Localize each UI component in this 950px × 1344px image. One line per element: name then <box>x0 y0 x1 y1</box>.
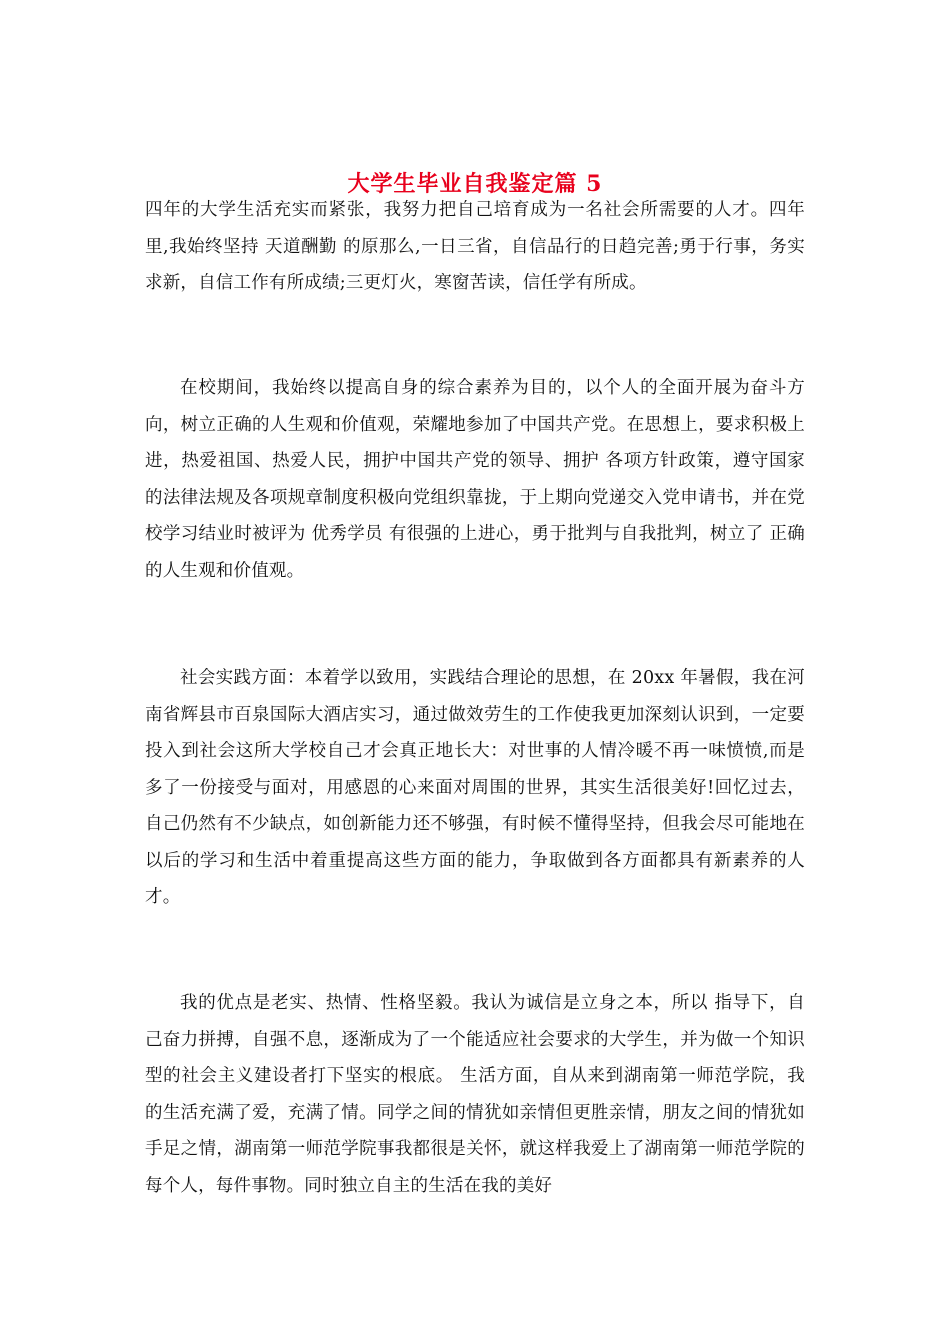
paragraph-school-period: 在校期间，我始终以提高自身的综合素养为目的，以个人的全面开展为奋斗方向，树立正确的人生观和价值观，荣耀地参加了中国共产党。在思想上，要求积极上进，热爱祖国、热爱人民，拥护中国共产党的领导、拥护 各项方针政策，遵守国家的法律法规及各项规章制度积极向党组织靠拢，于上期向党递交入党申请书，并在党校学习结业时被评为 优秀学员 有很强的上进心，勇于批判与自我批判，树立了 正确的人生观和价值观。 <box>145 378 805 581</box>
paragraph-strengths-life: 我的优点是老实、热情、性格坚毅。我认为诚信是立身之本，所以 指导下，自己奋力拼搏，自强不息，逐渐成为了一个能适应社会要求的大学生，并为做一个知识型的社会主义建设者打下坚实的根底。 生活方面，自从来到湖南第一师范学院，我的生活充满了爱，充满了情。同学之间的情犹如亲情但更胜亲情，朋友之间的情犹如手足之情，湖南第一师范学院事我都很是关怀，就这样我爱上了湖南第一师范学院的每个人，每件事物。同时独立自主的生活在我的美好 <box>145 993 805 1196</box>
document-title: 大学生毕业自我鉴定篇 5 <box>347 170 603 197</box>
paragraph-social-practice: 社会实践方面：本着学以致用，实践结合理论的思想，在 20xx 年暑假，我在河南省辉县市百泉国际大酒店实习，通过做效劳生的工作使我更加深刻认识到，一定要投入到社会这所大学校自己才会真正地长大：对世事的人情冷暖不再一味愤愤,而是多了一份接受与面对，用感恩的心来面对周围的世界，其实生活很美好!回忆过去，自己仍然有不少缺点，如创新能力还不够强，有时候不懂得坚持，但我会尽可能地在以后的学习和生活中着重提高这些方面的能力，争取做到各方面都具有新素养的人才。 <box>145 668 805 907</box>
paragraph-intro: 四年的大学生活充实而紧张，我努力把自己培育成为一名社会所需要的人才。四年里,我始终坚持 天道酬勤 的原那么,一日三省，自信品行的日趋完善;勇于行事，务实求新，自信工作有所成绩;三更灯火，寒窗苦读，信任学有所成。 <box>145 200 805 293</box>
